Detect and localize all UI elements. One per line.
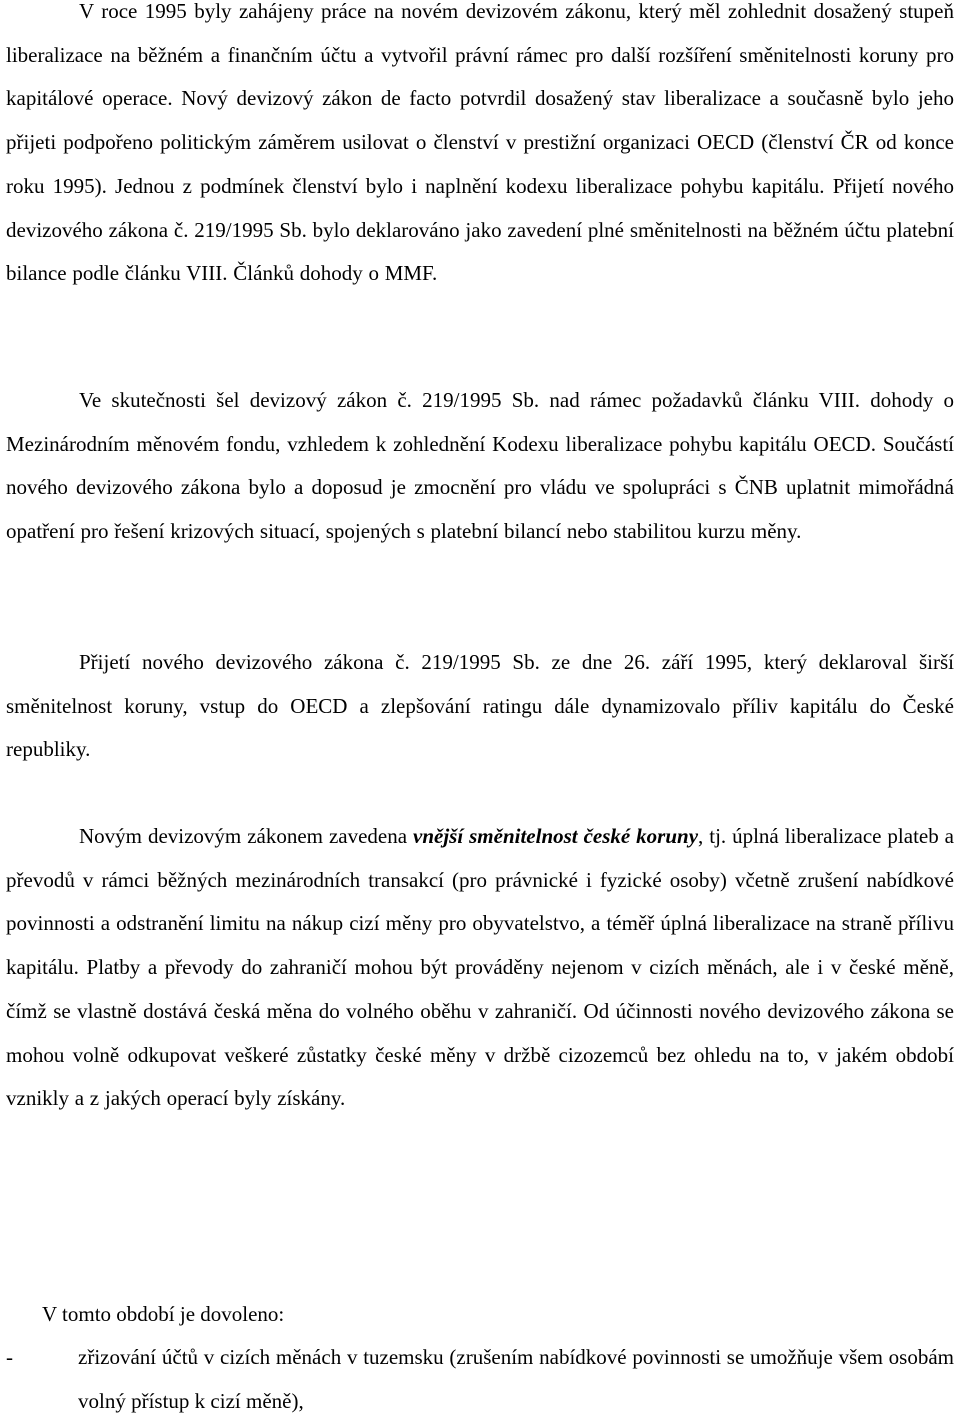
paragraph-4 [6,815,954,1121]
list-marker: - [6,1345,13,1369]
list-item-text: zřizování účtů v cizích měnách v tuzemsku (zrušením nabídkové povinnosti se umožňuje všem osobám volný přístup k cizí měně), [78,1345,954,1413]
paragraph-3: Přijetí nového devizového zákona č. 219/1995 Sb. ze dne 26. září 1995, který deklaroval širší směnitelnost koruny, vstup do OECD a zlepšování ratingu dále dynamizovalo příliv kapitálu do České republiky. [6,650,954,762]
emphasized-term: vnější směnitelnost české koruny [413,824,699,848]
paragraph-1: V roce 1995 byly zahájeny práce na novém devizovém zákonu, který měl zohlednit dosažený stupeň liberalizace na běžném a finančním účtu a vytvořil právní rámec pro další rozšíření směnitelnosti koruny pro kapitálové operace. Nový devizový zákon de facto potvrdil dosažený stav liberalizace a současně bylo jeho přijeti podpořeno politickým záměrem usilovat o členství v prestižní organizaci OECD (členství ČR od konce roku 1995). Jednou z podmínek členství bylo i naplnění kodexu liberalizace pohybu kapitálu. Přijetí nového devizového zákona č. 219/1995 Sb. bylo deklarováno jako zavedení plné směnitelnosti na běžném účtu platební bilance podle článku VIII. Článků dohody o MMF. [6,0,954,286]
paragraph-2: Ve skutečnosti šel devizový zákon č. 219/1995 Sb. nad rámec požadavků článku VIII. dohody o Mezinárodním měnovém fondu, vzhledem k zohlednění Kodexu liberalizace pohybu kapitálu OECD. Součástí nového devizového zákona bylo a doposud je zmocnění pro vládu ve spolupráci s ČNB uplatnit mimořádná opatření pro řešení krizových situací, spojených s platební bilancí nebo stabilitou kurzu měny. [6,388,954,544]
permission-list [6,1336,954,1423]
list-item [6,1336,954,1423]
list-intro: V tomto období je dovoleno: [42,1302,285,1326]
paragraph-4-lead: Novým devizovým zákonem zavedena [79,824,414,848]
paragraph-4-rest: , tj. úplná liberalizace plateb a převodů v rámci běžných mezinárodních transakcí (pro právnické i fyzické osoby) včetně zrušení nabídkové povinnosti a odstranění limitu na nákup cizí měny pro obyvatelstvo, a téměř úplná liberalizace na straně přílivu kapitálu. Platby a převody do zahraničí mohou být prováděny nejenom v cizích měnách, ale i v české měně, čímž se vlastně dostává česká měna do volného oběhu v zahraničí. Od účinnosti nového devizového zákona se mohou volně odkupovat veškeré zůstatky české měny v držbě cizozemců bez ohledu na to, v jakém období vznikly a z jakých operací byly získány. [6,824,954,1111]
